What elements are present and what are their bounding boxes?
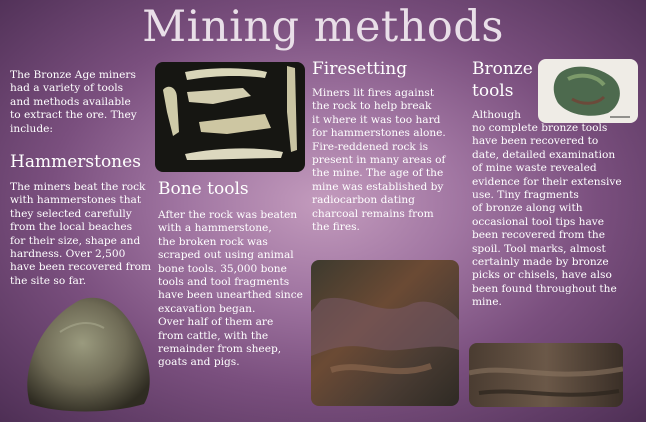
fire-rock-photo [311,260,459,406]
bone-tools-photo [155,62,305,172]
firesetting-text: Miners lit fires against the rock to help break it where it was too hard for hammerstones alone. Fire-reddened rock is present in many areas of the mine. The age of the mine was established by radiocarbon dating charcoal remains from the fires. [312,87,446,234]
tool-marks-photo [469,343,623,407]
hammerstones-heading: Hammerstones [10,152,141,172]
hammerstones-text: The miners beat the rock with hammerstones that they selected carefully from the local beaches for their size, shape and hardness. Over 2,500 have been recovered from the site so far. [10,181,152,287]
bronze-tools-heading-2: tools [472,81,514,101]
intro-text: The Bronze Age miners had a variety of tools and methods available to extract the ore. They include: [10,69,137,135]
bone-tools-heading: Bone tools [158,179,249,199]
bronze-tools-text: no complete bronze tools have been recovered to date, detailed examination of mine waste revealed evidence for their extensive use. Tiny fragments of bronze along with occasional tool tips have been recovered from the spoil. Tool marks, almost certainly made by bronze picks or chisels, have also been found throughout the mine. [472,122,622,309]
bronze-tools-text-top: Although [472,109,521,121]
bone-tools-text: After the rock was beaten with a hammerstone, the broken rock was scraped out using animal bone tools. 35,000 bone tools and tool fragments have been unearthed since excavation began. Over half of them are from cattle, with the remainder from sheep, goats and pigs. [158,209,303,369]
hammerstone-photo [20,292,158,414]
bronze-tools-heading-1: Bronze [472,59,533,79]
firesetting-heading: Firesetting [312,59,408,79]
page-title: Mining methods [142,2,504,52]
